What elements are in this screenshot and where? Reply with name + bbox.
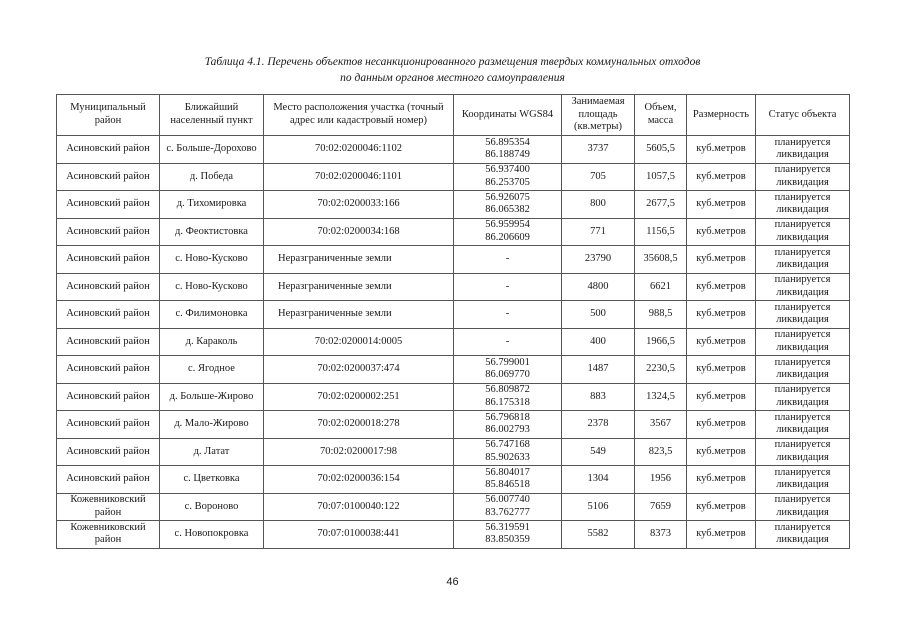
table-row: [57, 273, 850, 301]
volume-cell: 823,5: [635, 438, 687, 466]
place-cell: Неразграниченные земли: [264, 246, 454, 274]
place-cell: 70:02:0200017:98: [264, 438, 454, 466]
district-cell: Асиновский район: [57, 356, 160, 384]
district-cell: Кожевниковский район: [57, 493, 160, 521]
place-cell: 70:07:0100040:122: [264, 493, 454, 521]
volume-cell: 6621: [635, 273, 687, 301]
unit-cell: куб.метров: [687, 246, 756, 274]
latitude-value: 56.809872: [485, 384, 530, 396]
volume-cell: 2230,5: [635, 356, 687, 384]
place-cell: 70:02:0200036:154: [264, 466, 454, 494]
area-cell: 2378: [562, 411, 635, 439]
district-cell: Кожевниковский район: [57, 521, 160, 549]
status-cell: планируется ликвидация: [756, 383, 850, 411]
unit-cell: куб.метров: [687, 273, 756, 301]
table-caption: [0, 54, 905, 86]
status-cell: планируется ликвидация: [756, 301, 850, 329]
unit-cell: куб.метров: [687, 466, 756, 494]
settlement-cell: с. Цветковка: [160, 466, 264, 494]
volume-cell: 2677,5: [635, 191, 687, 219]
header-area: Занимаемая площадь (кв.метры): [562, 95, 635, 136]
latitude-value: -: [505, 253, 510, 265]
longitude-value: 86.188749: [485, 149, 530, 161]
area-cell: 771: [562, 218, 635, 246]
latitude-value: 56.799001: [485, 356, 530, 368]
table-row: [57, 411, 850, 439]
latitude-value: 56.937400: [485, 164, 530, 176]
longitude-value: 86.175318: [485, 396, 530, 408]
area-cell: 5106: [562, 493, 635, 521]
unit-cell: куб.метров: [687, 356, 756, 384]
coordinates-cell: [454, 218, 562, 246]
district-cell: Асиновский район: [57, 411, 160, 439]
table-row: [57, 246, 850, 274]
district-cell: Асиновский район: [57, 301, 160, 329]
settlement-cell: с. Больше-Дорохово: [160, 136, 264, 164]
unit-cell: куб.метров: [687, 438, 756, 466]
coordinates-cell: [454, 246, 562, 274]
area-cell: 883: [562, 383, 635, 411]
header-unit: Размерность: [687, 95, 756, 136]
volume-cell: 3567: [635, 411, 687, 439]
unit-cell: куб.метров: [687, 301, 756, 329]
district-cell: Асиновский район: [57, 328, 160, 356]
caption-line-2: по данным органов местного самоуправления: [340, 72, 565, 84]
settlement-cell: д. Больше-Жирово: [160, 383, 264, 411]
table-row: [57, 163, 850, 191]
volume-cell: 988,5: [635, 301, 687, 329]
status-cell: планируется ликвидация: [756, 493, 850, 521]
table-row: [57, 438, 850, 466]
area-cell: 4800: [562, 273, 635, 301]
settlement-cell: с. Ягодное: [160, 356, 264, 384]
longitude-value: 85.902633: [485, 451, 530, 463]
table-row: [57, 301, 850, 329]
coordinates-cell: [454, 521, 562, 549]
area-cell: 400: [562, 328, 635, 356]
header-settlement: Ближайший населенный пункт: [160, 95, 264, 136]
page-number: 46: [446, 576, 459, 588]
status-cell: планируется ликвидация: [756, 163, 850, 191]
settlement-cell: д. Латат: [160, 438, 264, 466]
header-volume: Объем, масса: [635, 95, 687, 136]
coordinates-cell: [454, 466, 562, 494]
unit-cell: куб.метров: [687, 163, 756, 191]
latitude-value: -: [505, 308, 510, 320]
area-cell: 1487: [562, 356, 635, 384]
unit-cell: куб.метров: [687, 328, 756, 356]
volume-cell: 7659: [635, 493, 687, 521]
settlement-cell: с. Ново-Кусково: [160, 246, 264, 274]
latitude-value: 56.319591: [485, 521, 530, 533]
coordinates-cell: [454, 301, 562, 329]
waste-sites-table: [56, 94, 850, 549]
header-place: Место расположения участка (точный адрес или кадастровый номер): [264, 95, 454, 136]
table-row: [57, 218, 850, 246]
settlement-cell: д. Феоктистовка: [160, 218, 264, 246]
district-cell: Асиновский район: [57, 246, 160, 274]
district-cell: Асиновский район: [57, 191, 160, 219]
status-cell: планируется ликвидация: [756, 136, 850, 164]
status-cell: планируется ликвидация: [756, 521, 850, 549]
unit-cell: куб.метров: [687, 136, 756, 164]
area-cell: 5582: [562, 521, 635, 549]
status-cell: планируется ликвидация: [756, 328, 850, 356]
latitude-value: 56.796818: [485, 411, 530, 423]
settlement-cell: с. Вороново: [160, 493, 264, 521]
latitude-value: 56.007740: [485, 494, 530, 506]
status-cell: планируется ликвидация: [756, 218, 850, 246]
latitude-value: 56.959954: [485, 219, 530, 231]
area-cell: 549: [562, 438, 635, 466]
volume-cell: 1057,5: [635, 163, 687, 191]
settlement-cell: д. Победа: [160, 163, 264, 191]
coordinates-cell: [454, 328, 562, 356]
place-cell: 70:02:0200014:0005: [264, 328, 454, 356]
volume-cell: 8373: [635, 521, 687, 549]
table-row: [57, 383, 850, 411]
place-cell: 70:07:0100038:441: [264, 521, 454, 549]
header-status: Статус объекта: [756, 95, 850, 136]
settlement-cell: д. Тихомировка: [160, 191, 264, 219]
area-cell: 500: [562, 301, 635, 329]
place-cell: 70:02:0200034:168: [264, 218, 454, 246]
place-cell: 70:02:0200037:474: [264, 356, 454, 384]
unit-cell: куб.метров: [687, 218, 756, 246]
volume-cell: 1156,5: [635, 218, 687, 246]
table-row: [57, 521, 850, 549]
coordinates-cell: [454, 493, 562, 521]
settlement-cell: с. Филимоновка: [160, 301, 264, 329]
volume-cell: 1324,5: [635, 383, 687, 411]
table-row: [57, 136, 850, 164]
district-cell: Асиновский район: [57, 383, 160, 411]
status-cell: планируется ликвидация: [756, 356, 850, 384]
coordinates-cell: [454, 273, 562, 301]
status-cell: планируется ликвидация: [756, 438, 850, 466]
volume-cell: 35608,5: [635, 246, 687, 274]
latitude-value: 56.747168: [485, 439, 530, 451]
latitude-value: 56.926075: [485, 191, 530, 203]
longitude-value: 86.069770: [485, 369, 530, 381]
latitude-value: -: [505, 335, 510, 347]
coordinates-cell: [454, 438, 562, 466]
longitude-value: 86.253705: [485, 176, 530, 188]
table-row: [57, 191, 850, 219]
unit-cell: куб.метров: [687, 383, 756, 411]
status-cell: планируется ликвидация: [756, 273, 850, 301]
longitude-value: 86.206609: [485, 231, 530, 243]
place-cell: 70:02:0200018:278: [264, 411, 454, 439]
coordinates-cell: [454, 191, 562, 219]
header-coordinates: Координаты WGS84: [454, 95, 562, 136]
district-cell: Асиновский район: [57, 163, 160, 191]
coordinates-cell: [454, 136, 562, 164]
coordinates-cell: [454, 163, 562, 191]
table-row: [57, 493, 850, 521]
settlement-cell: д. Мало-Жирово: [160, 411, 264, 439]
longitude-value: 86.002793: [485, 424, 530, 436]
settlement-cell: с. Новопокровка: [160, 521, 264, 549]
volume-cell: 1966,5: [635, 328, 687, 356]
area-cell: 23790: [562, 246, 635, 274]
volume-cell: 5605,5: [635, 136, 687, 164]
unit-cell: куб.метров: [687, 411, 756, 439]
table-row: [57, 466, 850, 494]
latitude-value: 56.804017: [485, 466, 530, 478]
area-cell: 1304: [562, 466, 635, 494]
place-cell: 70:02:0200046:1102: [264, 136, 454, 164]
header-district: Муниципальный район: [57, 95, 160, 136]
longitude-value: 86.065382: [485, 204, 530, 216]
place-cell: 70:02:0200046:1101: [264, 163, 454, 191]
longitude-value: 83.762777: [485, 506, 530, 518]
status-cell: планируется ликвидация: [756, 246, 850, 274]
place-cell: 70:02:0200002:251: [264, 383, 454, 411]
place-cell: Неразграниченные земли: [264, 301, 454, 329]
volume-cell: 1956: [635, 466, 687, 494]
caption-line-1: Таблица 4.1. Перечень объектов несанкционированного размещения твердых коммунальных отходов: [204, 56, 701, 68]
district-cell: Асиновский район: [57, 218, 160, 246]
longitude-value: 83.850359: [485, 534, 530, 546]
area-cell: 800: [562, 191, 635, 219]
place-cell: Неразграниченные земли: [264, 273, 454, 301]
longitude-value: 85.846518: [485, 479, 530, 491]
status-cell: планируется ликвидация: [756, 466, 850, 494]
unit-cell: куб.метров: [687, 493, 756, 521]
table-row: [57, 328, 850, 356]
header-row: [57, 95, 850, 136]
latitude-value: -: [505, 280, 510, 292]
table-row: [57, 356, 850, 384]
settlement-cell: с. Ново-Кусково: [160, 273, 264, 301]
district-cell: Асиновский район: [57, 136, 160, 164]
district-cell: Асиновский район: [57, 466, 160, 494]
unit-cell: куб.метров: [687, 191, 756, 219]
area-cell: 705: [562, 163, 635, 191]
area-cell: 3737: [562, 136, 635, 164]
coordinates-cell: [454, 411, 562, 439]
unit-cell: куб.метров: [687, 521, 756, 549]
status-cell: планируется ликвидация: [756, 191, 850, 219]
status-cell: планируется ликвидация: [756, 411, 850, 439]
coordinates-cell: [454, 383, 562, 411]
district-cell: Асиновский район: [57, 438, 160, 466]
settlement-cell: д. Караколь: [160, 328, 264, 356]
district-cell: Асиновский район: [57, 273, 160, 301]
place-cell: 70:02:0200033:166: [264, 191, 454, 219]
coordinates-cell: [454, 356, 562, 384]
latitude-value: 56.895354: [485, 136, 530, 148]
